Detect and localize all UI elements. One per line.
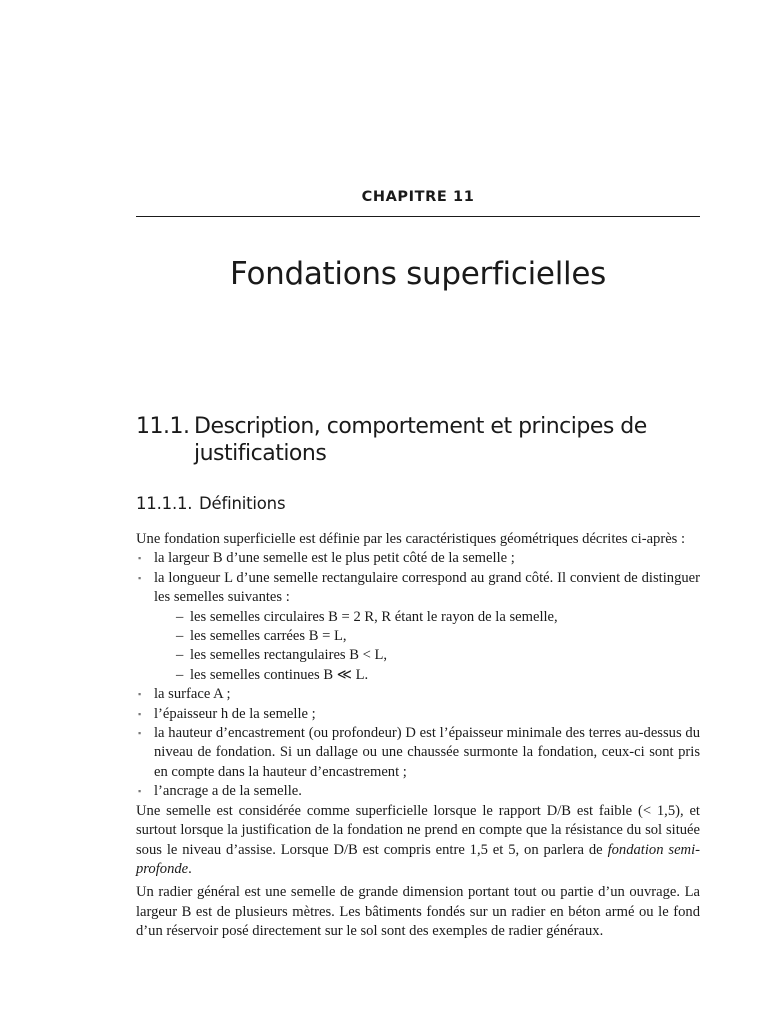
list-item bbox=[136, 569, 700, 685]
list-item-text: la longueur L d’une semelle rectangulaire correspond au grand côté. Il convient de distinguer les semelles suivantes : bbox=[154, 569, 700, 606]
chapter-label: CHAPITRE 11 bbox=[361, 189, 475, 205]
intro-paragraph: Une fondation superficielle est définie par les caractéristiques géométriques décrites ci-après : bbox=[136, 531, 686, 547]
sub-list-item: – les semelles continues B ≪ L. bbox=[176, 666, 700, 685]
subsection-number: 11.1.1. bbox=[136, 494, 193, 513]
sub-list-item: – les semelles rectangulaires B < L, bbox=[176, 646, 700, 665]
paragraph-shallow-definition bbox=[136, 802, 700, 880]
section-number: 11.1. bbox=[136, 414, 190, 439]
subsection-title: Définitions bbox=[199, 494, 286, 513]
emphasis-term: fondation semi-profonde bbox=[136, 841, 700, 877]
paragraph-text: Une semelle est considérée comme superficielle lorsque le rapport D/B est faible (< 1,5), et surtout lorsque la justification de la fondation ne prend en compte que la résistance du sol située sous le niveau d’assise. Lorsque D/B est compris entre 1,5 et 5, on parlera de bbox=[136, 802, 700, 858]
list-item: ▪ la surface A ; bbox=[136, 685, 700, 704]
section-title: Description, comportement et principes de justifications bbox=[194, 414, 647, 466]
list-item: ▪ la hauteur d’encastrement (ou profondeur) D est l’épaisseur minimale des terres au-dessus du niveau de fondation. Si un dallage ou une chaussée surmonte la fondation, ceux-ci sont pris en compte dans la hauteur d’encastrement ; bbox=[136, 724, 700, 782]
sub-list bbox=[154, 608, 700, 686]
chapter-title: Fondations superficielles bbox=[230, 256, 606, 292]
sub-list-item: – les semelles carrées B = L, bbox=[176, 627, 700, 646]
subsection-heading bbox=[136, 494, 700, 513]
sub-list-item: – les semelles circulaires B = 2 R, R étant le rayon de la semelle, bbox=[176, 608, 700, 627]
list-item: ▪ l’épaisseur h de la semelle ; bbox=[136, 705, 700, 724]
list-item: ▪ l’ancrage a de la semelle. bbox=[136, 782, 700, 801]
paragraph-end: . bbox=[188, 860, 192, 877]
body-text bbox=[136, 530, 700, 942]
chapter-rule bbox=[136, 216, 700, 217]
paragraph-radier: Un radier général est une semelle de grande dimension portant tout ou partie d’un ouvrage. La largeur B est de plusieurs mètres. Les bâtiments fondés sur un radier en béton armé ou le fond d’un réservoir posé directement sur le sol sont des exemples de radier généraux. bbox=[136, 884, 700, 940]
definitions-list bbox=[136, 549, 700, 801]
list-item: ▪ la largeur B d’une semelle est le plus petit côté de la semelle ; bbox=[136, 549, 700, 568]
